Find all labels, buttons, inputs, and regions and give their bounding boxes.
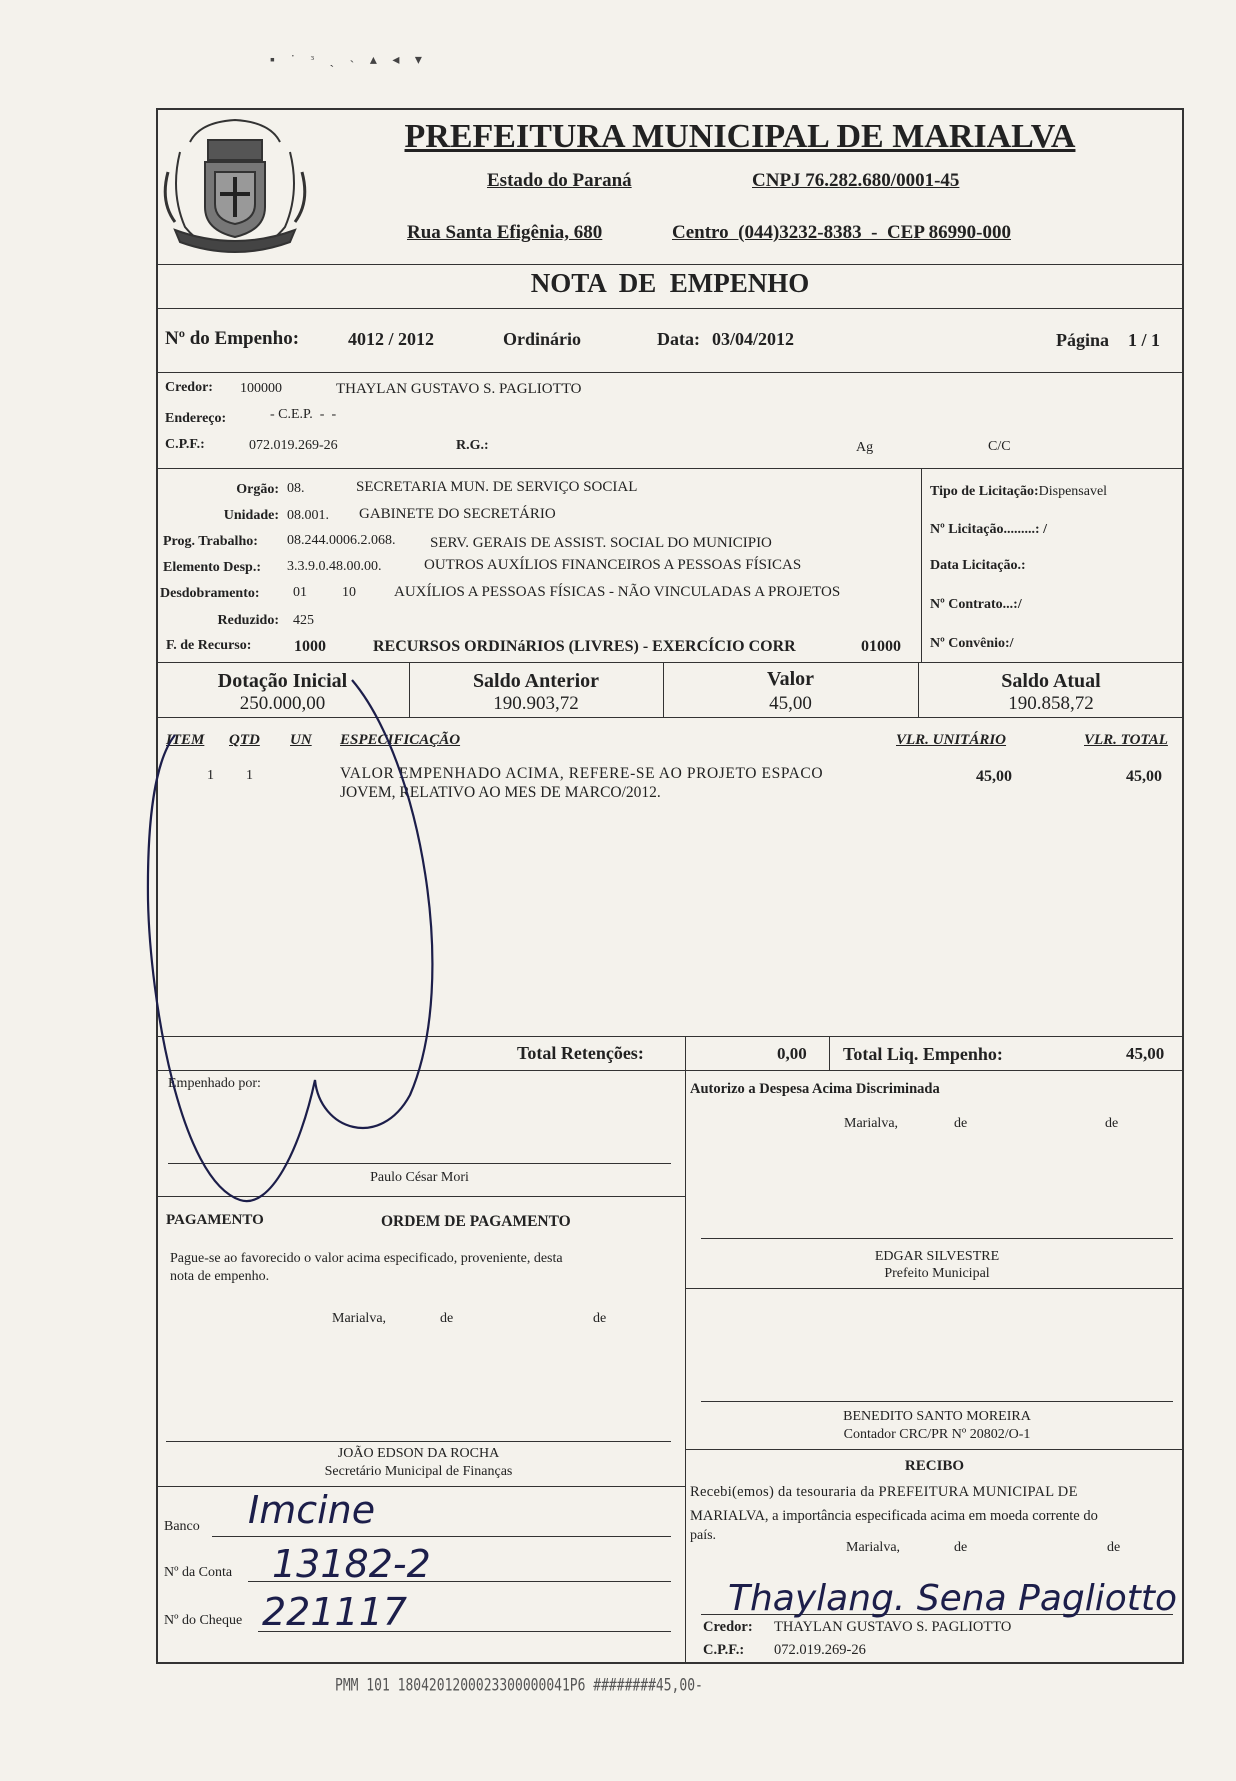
footer-code: PMM 101 1804201200023300000041P6 ########45,00- <box>335 1676 703 1696</box>
page-label: Página <box>1056 330 1110 350</box>
desdobramento-code1: 01 <box>293 585 307 600</box>
rg-label: R.G.: <box>456 438 489 453</box>
elemento-label: Elemento Desp.: <box>163 560 261 575</box>
valor-label: Valor <box>766 668 815 690</box>
recibo-texto-1: Recebi(emos) da tesouraria da PREFEITURA MUNICIPAL DE <box>690 1484 1078 1500</box>
cpf-value: 072.019.269-26 <box>249 438 338 453</box>
empenho-number: 4012 / 2012 <box>348 329 435 349</box>
recibo-texto-2: MARIALVA, a importância especificada acima em moeda corrente do <box>690 1508 1098 1524</box>
document-title: NOTA DE EMPENHO <box>530 268 810 298</box>
numero-licitacao-label: Nº Licitação.........: / <box>930 522 1047 537</box>
col-item: ITEM <box>166 732 205 748</box>
contador-name: BENEDITO SANTO MOREIRA <box>843 1409 1031 1424</box>
endereco-label: Endereço: <box>165 411 227 426</box>
prefeito-name: EDGAR SILVESTRE <box>874 1249 1000 1264</box>
programa-code: 08.244.0006.2.068. <box>287 533 396 548</box>
prefeito-cargo: Prefeito Municipal <box>884 1266 990 1281</box>
elemento-name: OUTROS AUXÍLIOS FINANCEIROS A PESSOAS FÍSICAS <box>424 557 802 573</box>
recibo-credor-name: THAYLAN GUSTAVO S. PAGLIOTTO <box>774 1619 1012 1635</box>
autorizo-de1: de <box>954 1116 968 1131</box>
saldo-atual-label: Saldo Atual <box>1001 670 1101 692</box>
valor-value: 45,00 <box>769 693 812 714</box>
fonte-recurso-label: F. de Recurso: <box>166 638 252 653</box>
item-vlr-total: 45,00 <box>1126 768 1162 785</box>
endereco-value: - C.E.P. - - <box>270 407 337 422</box>
header-contact: Centro (044)3232-8383 - CEP 86990-000 <box>672 222 1011 243</box>
header-estado: Estado do Paraná <box>487 170 632 191</box>
conta-handwritten: 13182-2 <box>272 1542 431 1586</box>
cheque-handwritten: 221117 <box>262 1590 408 1634</box>
saldo-atual-value: 190.858,72 <box>1008 693 1094 714</box>
pagamento-de2: de <box>593 1311 607 1326</box>
secretario-name: JOÃO EDSON DA ROCHA <box>337 1446 500 1461</box>
autorizo-de2: de <box>1105 1116 1119 1131</box>
elemento-code: 3.3.9.0.48.00.00. <box>287 559 382 574</box>
empenhado-por-name: Paulo César Mori <box>370 1170 469 1185</box>
item-vlr-unitario: 45,00 <box>976 768 1012 785</box>
pagamento-de1: de <box>440 1311 454 1326</box>
cpf-label: C.P.F.: <box>165 437 205 452</box>
col-un: UN <box>290 732 312 748</box>
banco-handwritten: Imcine <box>248 1488 376 1532</box>
saldo-anterior-value: 190.903,72 <box>493 693 579 714</box>
unidade-code: 08.001. <box>287 508 329 523</box>
item-espec-line1: VALOR EMPENHADO ACIMA, REFERE-SE AO PROJETO ESPACO <box>340 765 824 782</box>
total-liquido-label: Total Liq. Empenho: <box>843 1044 1003 1064</box>
data-licitacao-label: Data Licitação.: <box>930 558 1026 573</box>
pagamento-local: Marialva, <box>332 1311 387 1326</box>
recibo-cpf-value: 072.019.269-26 <box>774 1642 866 1658</box>
recibo-de2: de <box>1107 1540 1121 1555</box>
empenhado-por-label: Empenhado por: <box>168 1076 261 1091</box>
agencia-label: Ag <box>856 440 874 455</box>
col-qtd: QTD <box>229 732 260 748</box>
dotacao-inicial-value: 250.000,00 <box>239 693 326 714</box>
col-vlr-total: VLR. TOTAL <box>1084 732 1168 748</box>
recibo-de1: de <box>954 1540 968 1555</box>
fonte-recurso-code2: 01000 <box>861 638 901 655</box>
empenho-date-label: Data: <box>657 329 700 349</box>
tipo-licitacao-value: Dispensavel <box>1038 484 1108 499</box>
recibo-credor-label: Credor: <box>703 1619 753 1635</box>
dotacao-inicial-label: Dotação Inicial <box>217 670 348 692</box>
item-qtd: 1 <box>246 768 253 783</box>
pagamento-texto-2: nota de empenho. <box>170 1269 270 1284</box>
autorizo-label: Autorizo a Despesa Acima Discriminada <box>690 1081 940 1097</box>
fonte-recurso-name: RECURSOS ORDINáRIOS (LIVRES) - EXERCÍCIO CORR <box>373 638 796 655</box>
total-retencoes-value: 0,00 <box>777 1044 807 1063</box>
unidade-label: Unidade: <box>223 508 279 523</box>
reduzido-value: 425 <box>293 613 314 628</box>
empenho-number-label: Nº do Empenho: <box>165 328 300 349</box>
total-liquido-value: 45,00 <box>1126 1044 1165 1063</box>
recibo-title: RECIBO <box>904 1458 965 1474</box>
header-address: Rua Santa Efigênia, 680 <box>407 222 603 243</box>
item-espec-line2: JOVEM, RELATIVO AO MES DE MARCO/2012. <box>340 784 661 801</box>
header-cnpj: CNPJ 76.282.680/0001-45 <box>752 170 960 191</box>
contador-cargo: Contador CRC/PR Nº 20802/O-1 <box>843 1427 1031 1442</box>
tipo-licitacao-label: Tipo de Licitação: <box>930 484 1039 499</box>
recibo-texto-3: país. <box>690 1528 717 1543</box>
fonte-recurso-code: 1000 <box>294 638 326 655</box>
cheque-label: Nº do Cheque <box>164 1613 243 1628</box>
total-retencoes-label: Total Retenções: <box>517 1043 644 1063</box>
scan-marks: ▪ ˙ ᵌ ˏ ˴ ▴ ◂ ▾ <box>270 53 428 68</box>
desdobramento-code2: 10 <box>342 585 356 600</box>
header-title: PREFEITURA MUNICIPAL DE MARIALVA <box>404 118 1076 155</box>
item-number: 1 <box>207 768 214 783</box>
recibo-signature: Thaylang. Sena Pagliotto <box>728 1578 1178 1619</box>
secretario-cargo: Secretário Municipal de Finanças <box>324 1464 513 1479</box>
orgao-name: SECRETARIA MUN. DE SERVIÇO SOCIAL <box>356 479 638 495</box>
saldo-anterior-label: Saldo Anterior <box>472 670 600 692</box>
pagamento-texto-1: Pague-se ao favorecido o valor acima especificado, proveniente, desta <box>170 1251 563 1266</box>
col-vlr-unitario: VLR. UNITÁRIO <box>896 732 1007 748</box>
contrato-label: Nº Contrato...:/ <box>930 597 1022 612</box>
ordem-pagamento-label: ORDEM DE PAGAMENTO <box>381 1213 571 1230</box>
orgao-label: Orgão: <box>236 482 279 497</box>
empenho-date: 03/04/2012 <box>712 329 795 349</box>
programa-label: Prog. Trabalho: <box>163 534 258 549</box>
conta-label: Nº da Conta <box>164 1565 233 1580</box>
reduzido-label: Reduzido: <box>217 613 279 628</box>
unidade-name: GABINETE DO SECRETÁRIO <box>359 506 556 522</box>
recibo-cpf-label: C.P.F.: <box>703 1642 745 1658</box>
credor-code: 100000 <box>240 381 282 396</box>
credor-label: Credor: <box>165 380 213 395</box>
desdobramento-name: AUXÍLIOS A PESSOAS FÍSICAS - NÃO VINCULADAS A PROJETOS <box>394 584 841 600</box>
recibo-local: Marialva, <box>846 1540 901 1555</box>
page-number: 1 / 1 <box>1128 330 1161 350</box>
orgao-code: 08. <box>287 481 305 496</box>
conta-corrente-label: C/C <box>988 439 1011 454</box>
banco-label: Banco <box>164 1519 200 1534</box>
convenio-label: Nº Convênio:/ <box>930 636 1014 651</box>
desdobramento-label: Desdobramento: <box>160 586 260 601</box>
empenho-type: Ordinário <box>503 329 582 349</box>
pagamento-label: PAGAMENTO <box>166 1212 264 1228</box>
credor-name: THAYLAN GUSTAVO S. PAGLIOTTO <box>336 381 582 397</box>
programa-name: SERV. GERAIS DE ASSIST. SOCIAL DO MUNICIPIO <box>430 535 772 551</box>
autorizo-local: Marialva, <box>844 1116 899 1131</box>
col-especificacao: ESPECIFICAÇÃO <box>340 732 461 748</box>
